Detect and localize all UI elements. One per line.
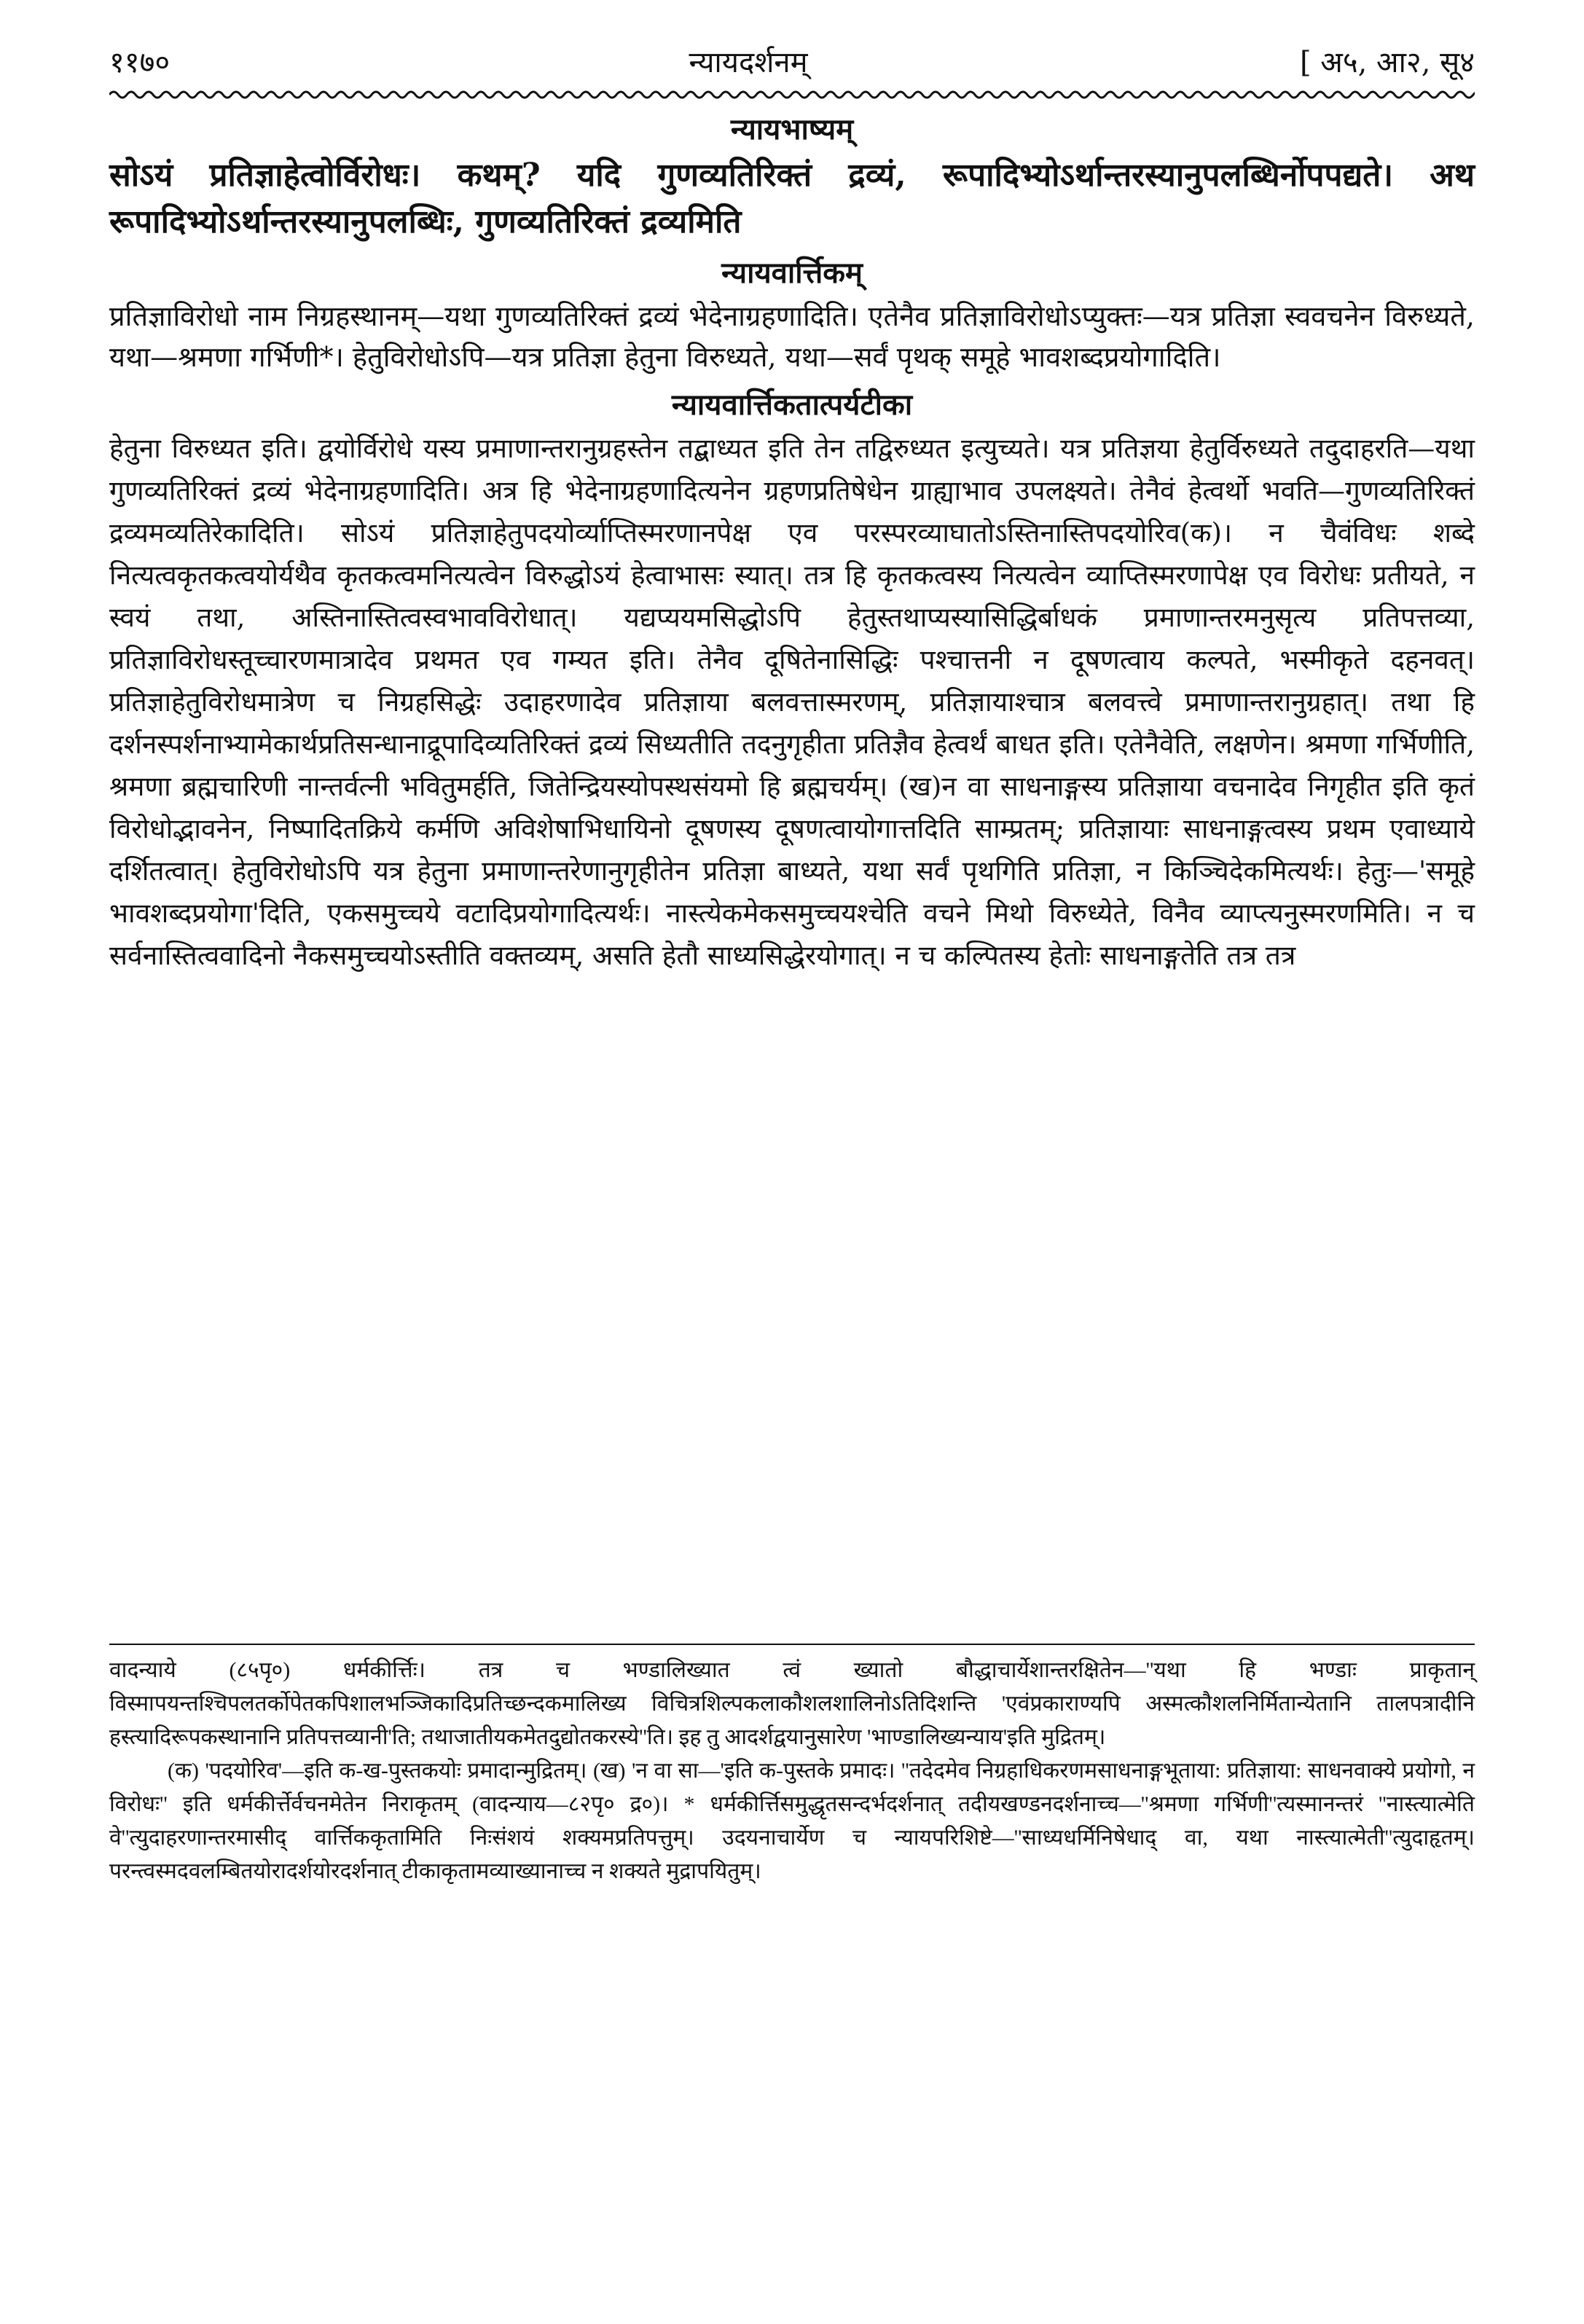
wavy-rule (109, 87, 1475, 102)
tika-text: हेतुना विरुध्यत इति। द्वयोर्विरोधे यस्य प्रमाणान्तरानुग्रहस्तेन तद्बाध्यत इति तेन तद्विरुध्यत इत्युच्यते। यत्र प्रतिज्ञया हेतुर्विरुध्यते तदुदाहरति—यथा गुणव्यतिरिक्तं द्रव्यं भेदेनाग्रहणादिति। अत्र हि भेदेनाग्रहणादित्यनेन ग्रहणप्रतिषेधेन ग्राह्याभाव उपलक्ष्यते। तेनैवं हेत्वर्थो भवति—गुणव्यतिरिक्तं द्रव्यमव्यतिरेकादिति। सोऽयं प्रतिज्ञाहेतुपदयोर्व्याप्तिस्मरणानपेक्ष एव परस्परव्याघातोऽस्तिनास्तिपदयोरिव(क)। न चैवंविधः शब्दे नित्यत्वकृतकत्वयोर्यथैव कृतकत्वमनित्यत्वेन विरुद्धोऽयं हेत्वाभासः स्यात्। तत्र हि कृतकत्वस्य नित्यत्वेन व्याप्तिस्मरणापेक्ष एव विरोधः प्रतीयते, न स्वयं तथा, अस्तिनास्तित्वस्वभावविरोधात्। यद्यप्ययमसिद्धोऽपि हेतुस्तथाप्यस्यासिद्धिर्बाधकं प्रमाणान्तरमनुसृत्य प्रतिपत्तव्या, प्रतिज्ञाविरोधस्तूच्चारणमात्रादेव प्रथमत एव गम्यत इति। तेनैव दूषितेनासिद्धिः पश्चात्तनी न दूषणत्वाय कल्पते, भस्मीकृते दहनवत्। प्रतिज्ञाहेतुविरोधमात्रेण च निग्रहसिद्धेः उदाहरणादेव प्रतिज्ञाया बलवत्तास्मरणम्, प्रतिज्ञायाश्चात्र बलवत्त्वे प्रमाणान्तरानुग्रहात्। तथा हि दर्शनस्पर्शनाभ्यामेकार्थप्रतिसन्धानाद्रूपादिव्यतिरिक्तं द्रव्यं सिध्यतीति तदनुगृहीता प्रतिज्ञैव हेत्वर्थं बाधत इति। एतेनैवेति, लक्षणेन। श्रमणा गर्भिणीति, श्रमणा ब्रह्मचारिणी नान्तर्वत्नी भवितुमर्हति, जितेन्द्रियस्योपस्थसंयमो हि ब्रह्मचर्यम्। (ख)न वा साधनाङ्गस्य प्रतिज्ञाया वचनादेव निगृहीत इति कृतं विरोधोद्भावनेन, निष्पादितक्रिये कर्मणि अविशेषाभिधायिनो दूषणस्य दूषणत्वायोगात्तदिति साम्प्रतम्; प्रतिज्ञायाः साधनाङ्गत्वस्य प्रथम एवाध्याये दर्शितत्वात्। हेतुविरोधोऽपि यत्र हेतुना प्रमाणान्तरेणानुगृहीतेन प्रतिज्ञा बाध्यते, यथा सर्वं पृथगिति प्रतिज्ञा, न किञ्चिदेकमित्यर्थः। हेतुः—'समूहे भावशब्दप्रयोगा'दिति, एकसमुच्चये वटादिप्रयोगादित्यर्थः। नास्त्येकमेकसमुच्चयश्चेति वचने मिथो विरुध्येते, विनैव व्याप्त्यनुस्मरणमिति। न च सर्वनास्तित्ववादिनो नैकसमुच्चयोऽस्तीति वक्तव्यम्, असति हेतौ साध्यसिद्धेरयोगात्। न च कल्पितस्य हेतोः साधनाङ्गतेति तत्र तत्र (109, 433, 1475, 971)
footnote-variants: (क) 'पदयोरिव'—इति क-ख-पुस्तकयोः प्रमादान्मुद्रितम्। (ख) 'न वा सा—'इति क-पुस्तके प्रमादः। ''तदेदमेव निग्रहाधिकरणमसाधनाङ्गभूताया: प्रतिज्ञाया: साधनवाक्ये प्रयोगो, न विरोधः'' इति धर्मकीर्त्तेर्वचनमेतेन निराकृतम् (वादन्याय—८२पृ० द्र०)। * धर्मकीर्त्तिसमुद्धृतसन्दर्भदर्शनात् तदीयखण्डनदर्शनाच्च—''श्रमणा गर्भिणी''त्यस्मानन्तरं ''नास्त्यात्मेति वे''त्युदाहरणान्तरमासीद् वार्त्तिककृतामिति निःसंशयं शक्यमप्रतिपत्तुम्। उदयनाचार्येण च न्यायपरिशिष्टे—''साध्यधर्मिनिषेधाद् वा, यथा नास्त्यात्मेती''त्युदाहृतम्। परन्त्वस्मदवलम्बितयोरादर्शयोरदर्शनात् टीकाकृतामव्याख्यानाच्च न शक्यते मुद्रापयितुम्। (109, 1759, 1475, 1883)
footnotes (109, 1644, 1475, 1888)
page-number: ११७० (109, 46, 170, 79)
footnote-vadanyaya: वादन्याये (८५पृ०) धर्मकीर्त्तिः। तत्र च भण्डालिख्यात त्वं ख्यातो बौद्धाचार्येशान्तरक्षितेन—''यथा हि भण्डाः प्राकृतान् विस्मापयन्तश्चिपलतर्कोपेतकपिशालभञ्जिकादिप्रतिच्छन्दकमालिख्य विचित्रशिल्पकलाकौशलशालिनोऽतिदिशन्ति 'एवंप्रकाराण्यपि अस्मत्कौशलनिर्मितान्येतानि तालपत्रादीनि हस्त्यादिरूपकस्थानानि प्रतिपत्तव्यानी'ति; तथाजातीयकमेतदुद्योतकरस्ये''ति। इह तु आदर्शद्वयानुसारेण 'भाण्डालिख्यन्याय'इति मुद्रितम्। (109, 1658, 1475, 1749)
book-title: न्यायदर्शनम् (689, 46, 808, 79)
tika-heading: न्यायवार्त्तिकतात्पर्यटीका (671, 388, 913, 422)
vartika-heading: न्यायवार्त्तिकम् (721, 256, 863, 290)
bhashya-text: सोऽयं प्रतिज्ञाहेत्वोर्विरोधः। कथम्? यदि गुणव्यतिरिक्तं द्रव्यं, रूपादिभ्योऽर्थान्तरस्यानुपलब्धिर्नोपपद्यते। अथ रूपादिभ्योऽर्थान्तरस्यानुपलब्धिः, गुणव्यतिरिक्तं द्रव्यमिति (109, 157, 1475, 240)
wavy-rule-line (109, 87, 1475, 102)
section-reference: [ अ५, आ२, सू४ (1299, 46, 1475, 79)
vartika-text: प्रतिज्ञाविरोधो नाम निग्रहस्थानम्—यथा गुणव्यतिरिक्तं द्रव्यं भेदेनाग्रहणादिति। एतेनैव प्रतिज्ञाविरोधोऽप्युक्तः—यत्र प्रतिज्ञा स्ववचनेन विरुध्यते, यथा—श्रमणा गर्भिणी*। हेतुविरोधोऽपि—यत्र प्रतिज्ञा हेतुना विरुध्यते, यथा—सर्वं पृथक् समूहे भावशब्दप्रयोगादिति। (109, 300, 1475, 373)
bhashya-heading: न्यायभाष्यम् (730, 112, 854, 146)
running-header (109, 41, 1475, 85)
